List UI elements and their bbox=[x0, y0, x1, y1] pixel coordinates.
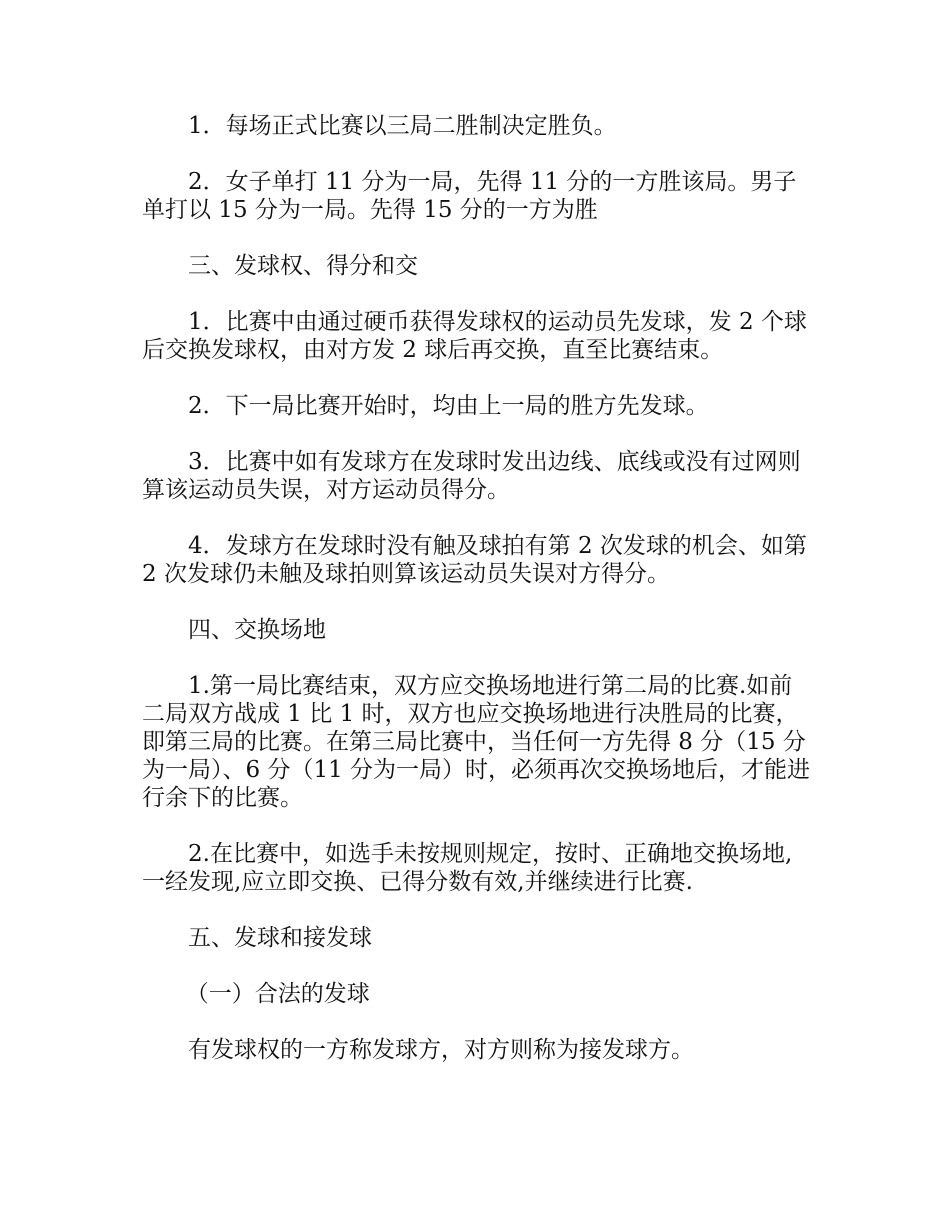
document-body bbox=[142, 112, 814, 1092]
rule-paragraph-next-game-serve: 2．下一局比赛开始时，均由上一局的胜方先发球。 bbox=[188, 393, 709, 419]
rule-paragraph-second-serve: 4．发球方在发球时没有触及球拍有第 2 次发球的机会、如第 2 次发球仍未触及球拍则算该运动员失误对方得分。 bbox=[142, 533, 807, 587]
rule-paragraph-change-ends-timing: 1.第一局比赛结束，双方应交换场地进行第二局的比赛.如前二局双方战成 1 比 1 时，双方也应交换场地进行决胜局的比赛，即第三局的比赛。在第三局比赛中，当任何一方先得 8 分（15 分为一局）、6 分（11 分为一局）时，必须再次交换场地后，才能进行余下的比赛。 bbox=[142, 673, 811, 811]
section-heading-serve-and-scoring: 三、发球权、得分和交 bbox=[188, 253, 418, 279]
rule-paragraph-change-ends-error: 2.在比赛中，如选手未按规则规定，按时、正确地交换场地,一经发现,应立即交换、已得分数有效,并继续进行比赛. bbox=[142, 841, 793, 895]
rule-paragraph-serve-fault: 3．比赛中如有发球方在发球时发出边线、底线或没有过网则算该运动员失误，对方运动员得分。 bbox=[142, 449, 801, 503]
section-heading-change-ends: 四、交换场地 bbox=[188, 617, 326, 643]
rule-paragraph-coin-toss: 1．比赛中由通过硬币获得发球权的运动员先发球，发 2 个球后交换发球权，由对方发 2 球后再交换，直至比赛结束。 bbox=[142, 309, 807, 363]
subsection-heading-legal-serve: （一）合法的发球 bbox=[185, 981, 370, 1007]
rule-paragraph-server-definition: 有发球权的一方称发球方，对方则称为接发球方。 bbox=[188, 1037, 694, 1063]
rule-paragraph-match-format: 1．每场正式比赛以三局二胜制决定胜负。 bbox=[188, 113, 617, 139]
section-heading-serve-and-receive: 五、发球和接发球 bbox=[188, 925, 372, 951]
rule-paragraph-game-points: 2．女子单打 11 分为一局，先得 11 分的一方胜该局。男子单打以 15 分为一局。先得 15 分的一方为胜 bbox=[142, 169, 797, 223]
